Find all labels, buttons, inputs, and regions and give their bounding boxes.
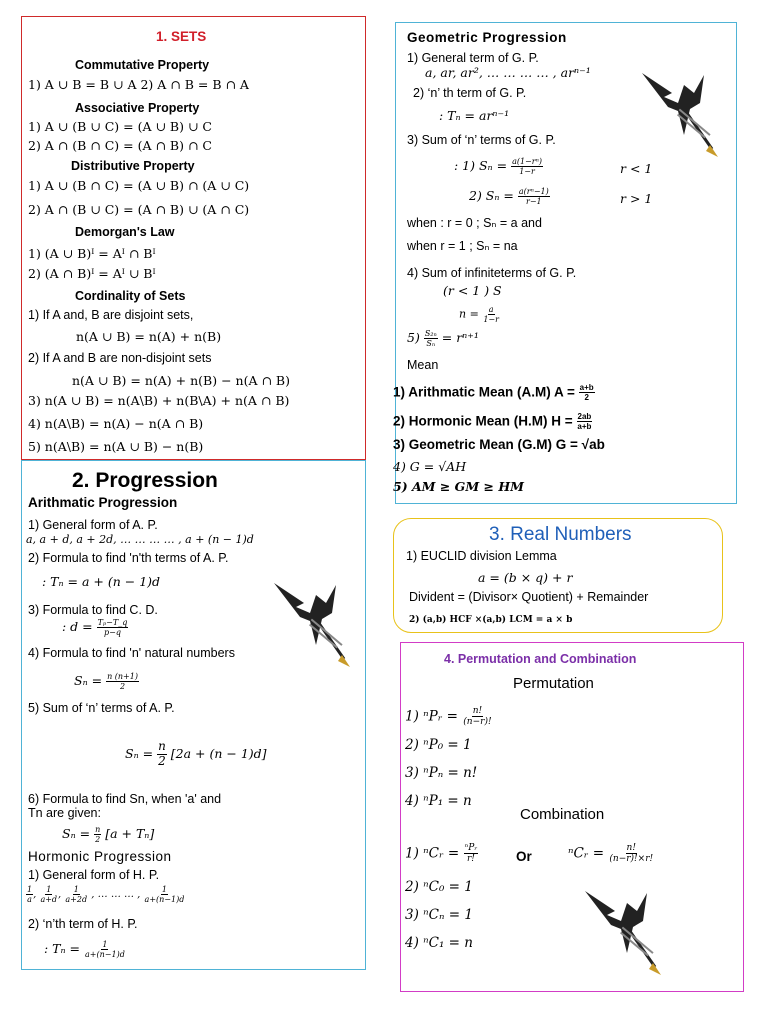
comb-4: 4) ⁿC₁ = n [405, 935, 473, 951]
hp-1: 1) General form of H. P. [28, 868, 160, 882]
ap-5: 5) Sum of ‘n’ terms of A. P. [28, 701, 175, 715]
permutation-heading: Permutation [513, 675, 594, 692]
cardinality-1: 1) If A and, B are disjoint sets, [28, 308, 194, 322]
progression-panel [21, 460, 366, 970]
harmonic-mean: 2) Hormonic Mean (H.M) H = $\frac{2ab}{a+b}$ [393, 412, 592, 432]
geometric-mean: 3) Geometric Mean (G.M) G = √ab [393, 437, 605, 452]
comb-3: 3) ⁿCₙ = 1 [405, 907, 473, 923]
cardinality-2-formula: n(A ∪ B) = n(A) + n(B) − n(A ∩ B) [72, 373, 290, 388]
gp-4: 4) Sum of infiniteterms of G. P. [407, 266, 577, 280]
distributive-heading: Distributive Property [71, 159, 195, 173]
real-1: 1) EUCLID division Lemma [406, 549, 557, 563]
gp-2: 2) ‘n’ th term of G. P. [413, 86, 527, 100]
progression-title: 2. Progression [72, 469, 218, 492]
ap-3: 3) Formula to find C. D. [28, 603, 158, 617]
ap-1: 1) General form of A. P. [28, 518, 158, 532]
permutation-panel [400, 642, 744, 992]
mean-heading: Mean [407, 358, 439, 372]
cardinality-1-formula: n(A ∪ B) = n(A) + n(B) [76, 329, 222, 344]
commutative-formula: 1) A ∪ B = B ∪ A 2) A ∩ B = B ∩ A [28, 77, 249, 92]
gp-when-1: when : r = 0 ; Sₙ = a and [407, 216, 542, 230]
mean-relation-5: 5) AM ≥ GM ≥ HM [393, 479, 525, 494]
cardinality-2: 2) If A and B are non-disjoint sets [28, 351, 212, 365]
demorgan-formula-1: 1) (A ∪ B)ᴵ = Aᴵ ∩ Bᴵ [28, 246, 156, 261]
gp-4-formula: n = $\frac{a}{1-r}$ [459, 305, 499, 325]
associative-formula-2: 2) A ∩ (B ∩ C) = (A ∩ B) ∩ C [28, 138, 212, 153]
cardinality-3: 3) n(A ∪ B) = n(A\B) + n(B\A) + n(A ∩ B) [28, 393, 290, 408]
demorgan-formula-2: 2) (A ∩ B)ᴵ = Aᴵ ∪ Bᴵ [28, 266, 156, 281]
ap-4: 4) Formula to find 'n' natural numbers [28, 646, 235, 660]
geometric-panel [395, 22, 737, 504]
cardinality-4: 4) n(A\B) = n(A) − n(A ∩ B) [28, 416, 204, 431]
arithmetic-mean: 1) Arithmatic Mean (A.M) A = $\frac{a+b}{2}$ [393, 383, 594, 403]
ap-3-formula: : d = $\frac{\text{Tₚ−T\_q}}{p-q}$ [62, 618, 128, 638]
gp-1: 1) General term of G. P. [407, 51, 539, 65]
ap-6-line2: Tn are given: [28, 806, 101, 820]
real-1-formula: a = (b × q) + r [478, 570, 573, 585]
real-1-description: Divident = (Divisor× Quotient) + Remainder [409, 590, 649, 604]
distributive-formula-1: 1) A ∪ (B ∩ C) = (A ∪ B) ∩ (A ∪ C) [28, 178, 250, 193]
gp-3-formula-2: 2) Sₙ = $\frac{\text{a(rⁿ−1)}}{r-1}$ [469, 187, 549, 207]
gp-5: 5) $\frac{\text{S₂ₙ}}{\text{Sₙ}}$ = rⁿ⁺¹ [407, 329, 479, 349]
gp-1-formula: a, ar, ar², … … … … , arⁿ⁻¹ [425, 65, 591, 80]
ap-2: 2) Formula to find 'n'th terms of A. P. [28, 551, 229, 565]
cardinality-5: 5) n(A\B) = n(A ∪ B) − n(B) [28, 439, 204, 454]
perm-1: 1) ⁿPᵣ = $\frac{n!}{(n-r)!}$ [405, 706, 492, 728]
eagle-pen-logo [634, 63, 730, 159]
gp-3-condition-1: r < 1 [620, 161, 653, 176]
distributive-formula-2: 2) A ∩ (B ∪ C) = (A ∩ B) ∪ (A ∩ C) [28, 202, 250, 217]
perm-title: 4. Permutation and Combination [444, 652, 637, 666]
mean-relation-4: 4) G = √AH [393, 459, 467, 474]
eagle-pen-logo [577, 881, 673, 977]
hp-heading: Hormonic Progression [28, 849, 172, 864]
eagle-pen-logo [266, 573, 362, 669]
commutative-heading: Commutative Property [75, 58, 210, 72]
hp-2-formula: : Tₙ = $\frac{1}{a+(n-1)d}$ [44, 940, 125, 960]
cardinality-heading: Cordinality of Sets [75, 289, 186, 303]
associative-formula-1: 1) A ∪ (B ∪ C) = (A ∪ B) ∪ C [28, 119, 212, 134]
real-2: 2) (a,b) HCF ×(a,b) LCM = a × b [409, 615, 573, 625]
perm-3: 3) ⁿPₙ = n! [405, 765, 478, 781]
ap-1-formula: a, a + d, a + 2d, … … … … , a + (n − 1)d [26, 533, 254, 546]
demorgan-heading: Demorgan's Law [75, 225, 175, 239]
gp-2-formula: : Tₙ = arⁿ⁻¹ [439, 108, 510, 123]
associative-heading: Associative Property [75, 101, 200, 115]
hp-1-formula: $\frac{1}{a}$ , $\frac{1}{a+d}$ , $\frac{1}{a+2d}$ , … … … , $\frac{1}{a+(n-1)d}$ [27, 885, 185, 905]
or-label: Or [516, 849, 532, 864]
gp-3-condition-2: r > 1 [620, 191, 653, 206]
ap-6: 6) Formula to find Sn, when 'a' and [28, 792, 222, 806]
ap-2-formula: : Tₙ = a + (n − 1)d [42, 574, 161, 589]
real-numbers-title: 3. Real Numbers [489, 524, 632, 545]
ap-6-formula: Sₙ = $\frac{n}{2}$ [a + Tₙ] [62, 825, 155, 845]
comb-1: 1) ⁿCᵣ = $\frac{\text{ⁿPᵣ}}{r!}$ [405, 843, 478, 865]
gp-when-2: when r = 1 ; Sₙ = na [407, 239, 518, 253]
gp-heading: Geometric Progression [407, 30, 567, 45]
ap-5-formula: Sₙ = $\frac{n}{2}$ [2a + (n − 1)d] [125, 739, 267, 768]
comb-1-alt: ⁿCᵣ = $\frac{n!}{(n-r)!\times r!}$ [568, 843, 654, 865]
gp-4-condition: (r < 1 ) S [443, 283, 502, 298]
sets-title: 1. SETS [156, 29, 207, 44]
hp-2: 2) ‘n’th term of H. P. [28, 917, 138, 931]
gp-3: 3) Sum of ‘n’ terms of G. P. [407, 133, 556, 147]
perm-2: 2) ⁿP₀ = 1 [405, 737, 472, 753]
ap-heading: Arithmatic Progression [28, 495, 178, 510]
combination-heading: Combination [520, 806, 605, 823]
gp-3-formula-1: : 1) Sₙ = $\frac{\text{a(1−rⁿ)}}{1-r}$ [454, 157, 542, 177]
comb-2: 2) ⁿC₀ = 1 [405, 879, 473, 895]
ap-4-formula: Sₙ = $\frac{n (n+1)}{2}$ [74, 672, 138, 692]
perm-4: 4) ⁿP₁ = n [405, 793, 472, 809]
sets-panel [21, 16, 366, 460]
real-numbers-panel [393, 518, 723, 633]
